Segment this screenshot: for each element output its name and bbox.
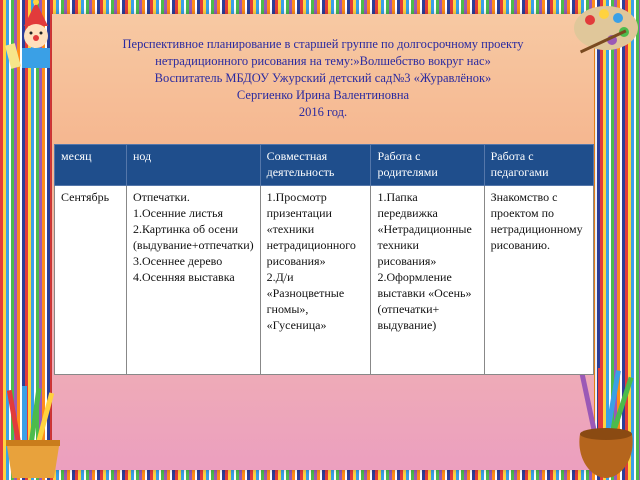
column-header-parents: Работа с родителями [371, 145, 484, 186]
cell-parents [371, 186, 484, 375]
header-line: Перспективное планирование в старшей группе по долгосрочному проекту [122, 37, 524, 51]
header-line: 2016 год. [298, 105, 348, 119]
pencil-cup-icon [0, 380, 70, 480]
planning-table [54, 144, 594, 375]
cell-line: 1.Просмотр призентации «техники нетрадиционного рисования» [266, 190, 356, 268]
document-header [52, 36, 594, 121]
cell-line: 2.Картинка об осени (выдувание+отпечатки) [132, 222, 254, 252]
cell-line: 2.Оформление выставки «Осень» (отпечатки+ выдувание) [377, 270, 472, 332]
cell-teachers [484, 186, 593, 375]
cell-joint [260, 186, 371, 375]
cell-line: Знакомство с проектом по нетрадиционному рисованию. [490, 190, 583, 252]
cell-month: Сентябрь [55, 186, 127, 375]
column-header-nod: нод [126, 145, 260, 186]
pencil-cup-icon [572, 360, 640, 480]
cell-line: 2.Д/и «Разноцветные гномы», «Гусеница» [266, 270, 345, 332]
header-line: нетрадиционного рисования на тему:»Волшебство вокруг нас» [155, 54, 491, 68]
column-header-joint: Совместная деятельность [260, 145, 371, 186]
table-header-row [55, 145, 594, 186]
table-row [55, 186, 594, 375]
column-header-month: месяц [55, 145, 127, 186]
cell-nod [126, 186, 260, 375]
cell-line: Отпечатки. [132, 190, 190, 204]
column-header-teachers: Работа с педагогами [484, 145, 593, 186]
header-line: Сергиенко Ирина Валентиновна [236, 88, 410, 102]
cell-line: 3.Осеннее дерево [132, 254, 223, 268]
cell-line: 1.Папка передвижка «Нетрадиционные техники рисования» [377, 190, 472, 268]
cell-line: 1.Осенние листья [132, 206, 223, 220]
header-line: Воспитатель МБДОУ Ужурский детский сад№3 «Журавлёнок» [154, 71, 492, 85]
cell-line: 4.Осенняя выставка [132, 270, 235, 284]
